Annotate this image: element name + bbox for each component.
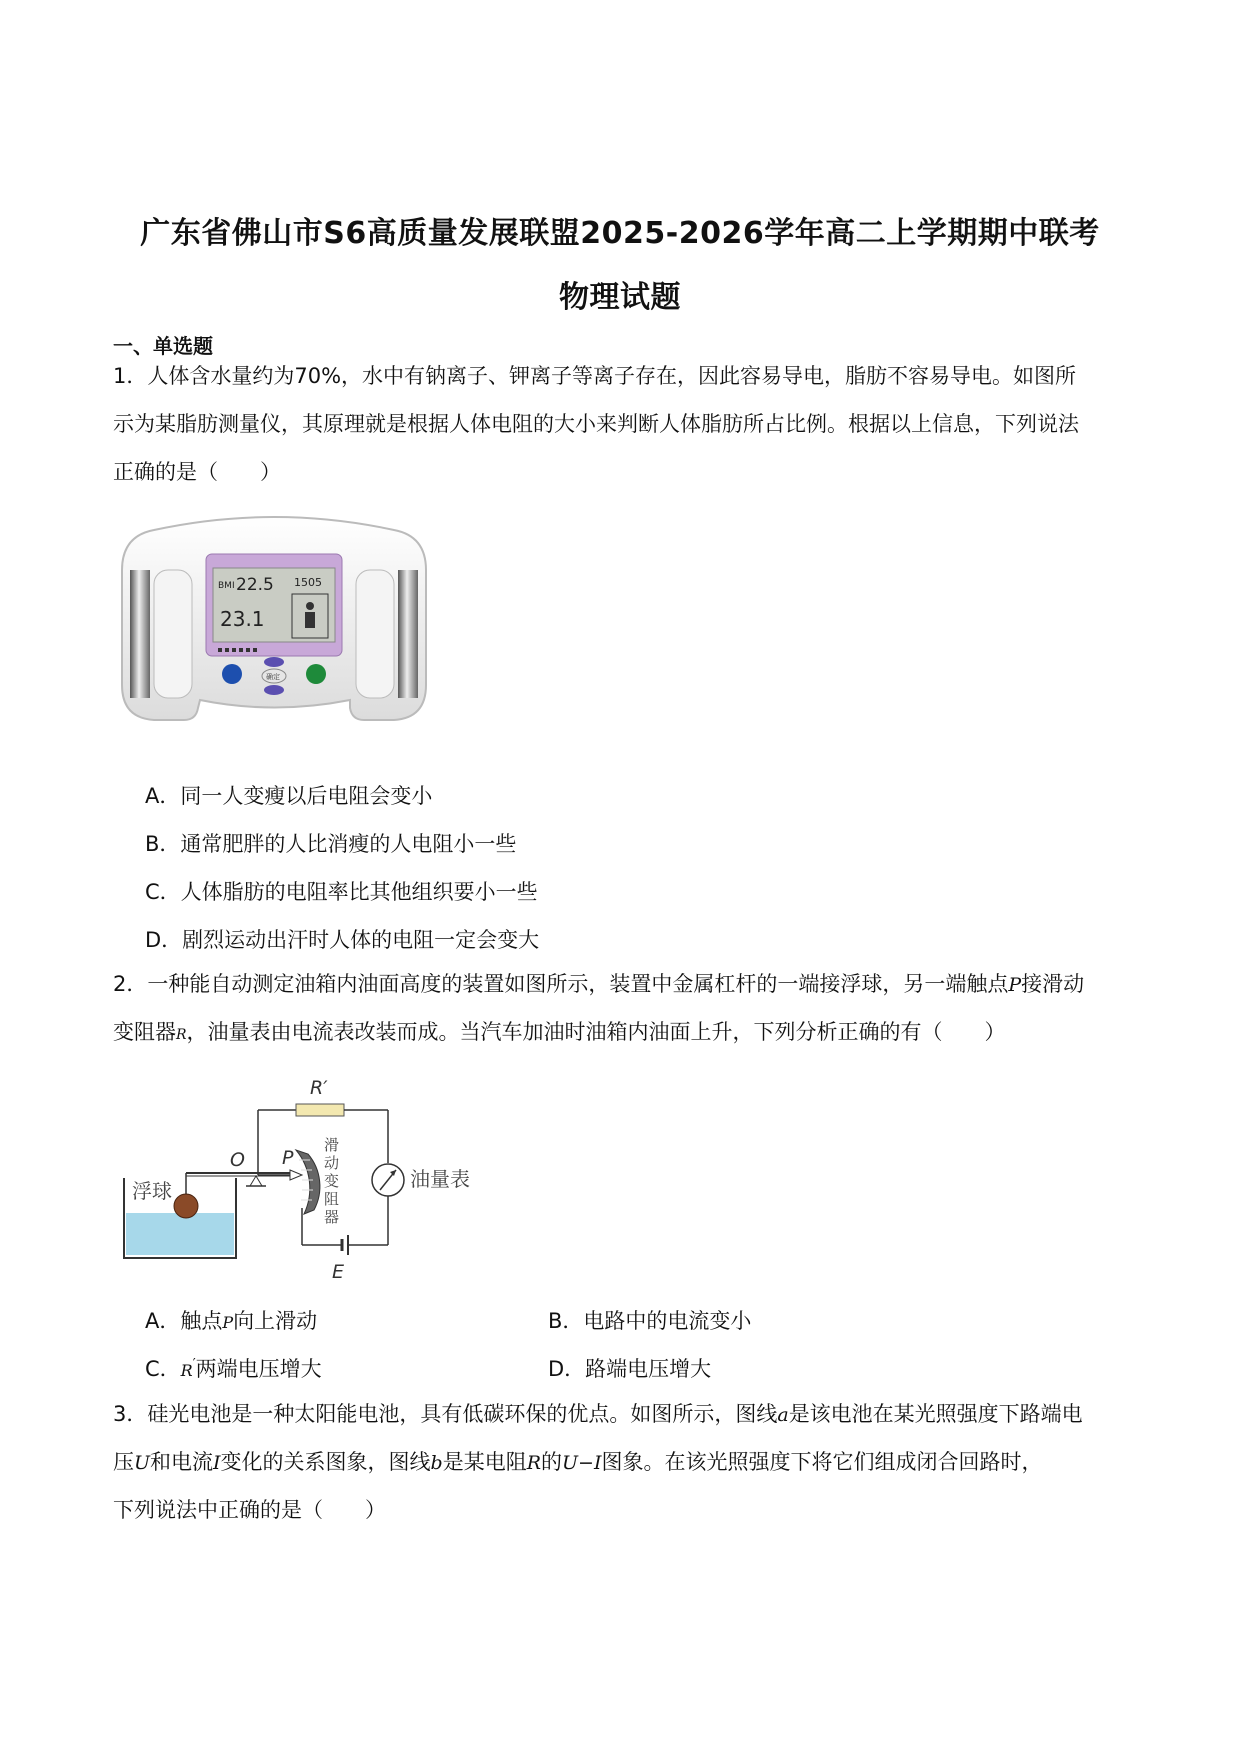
rheostat-char-3: 变	[324, 1172, 340, 1190]
q1-option-d[interactable]: D．剧烈运动出汗时人体的电阻一定会变大	[145, 928, 540, 952]
q2-option-b[interactable]: B．电路中的电流变小	[548, 1309, 752, 1333]
q2-line2: 变阻器R，油量表由电流表改装而成。当汽车加油时油箱内油面上升，下列分析正确的有（ ）	[113, 1020, 1006, 1044]
q2-option-a[interactable]: A．触点P向上滑动	[145, 1309, 318, 1333]
q1-line3: 正确的是（ ）	[113, 460, 281, 484]
bmi-value: 22.5	[236, 575, 274, 595]
rheostat-char-4: 阻	[324, 1190, 340, 1208]
main-value: 23.1	[220, 607, 265, 631]
label-e: E	[332, 1261, 345, 1283]
oil-tank-liquid	[126, 1213, 234, 1255]
label-float: 浮球	[132, 1179, 172, 1203]
left-handle-cutout	[154, 570, 192, 698]
rheostat-char-1: 滑	[324, 1136, 340, 1154]
green-button[interactable]	[306, 664, 326, 684]
label-o: O	[230, 1149, 245, 1171]
question-1-stem	[113, 352, 1133, 496]
down-button[interactable]	[264, 685, 284, 695]
confirm-button-label: 确定	[266, 673, 280, 681]
rheostat-char-2: 动	[324, 1154, 340, 1172]
right-handle-cutout	[356, 570, 394, 698]
doc-title-line2: 物理试题	[559, 280, 681, 315]
question-3-stem	[113, 1390, 1133, 1534]
up-button[interactable]	[264, 657, 284, 667]
blue-button[interactable]	[222, 664, 242, 684]
contact-p	[290, 1170, 302, 1180]
right-electrode	[398, 570, 418, 698]
q1-option-a[interactable]: A．同一人变瘦以后电阻会变小	[145, 784, 433, 808]
question-2-stem	[113, 960, 1133, 1056]
q2-option-d[interactable]: D．路端电压增大	[548, 1357, 712, 1381]
q1-line1: 1．人体含水量约为70%，水中有钠离子、钾离子等离子存在，因此容易导电，脂肪不容易导电。如图所	[113, 364, 1077, 388]
side-value: 1505	[294, 576, 322, 589]
float-ball	[174, 1194, 198, 1218]
q2-line1: 2．一种能自动测定油箱内油面高度的装置如图所示，装置中金属杠杆的一端接浮球，另一端触点P接滑动	[113, 972, 1085, 996]
q1-line2: 示为某脂肪测量仪，其原理就是根据人体电阻的大小来判断人体脂肪所占比例。根据以上信息，下列说法	[113, 412, 1079, 436]
q1-option-b[interactable]: B．通常肥胖的人比消瘦的人电阻小一些	[145, 832, 517, 856]
q3-line1: 3．硅光电池是一种太阳能电池，具有低碳环保的优点。如图所示，图线a是该电池在某光照强度下路端电	[113, 1402, 1083, 1426]
doc-title-line1: 广东省佛山市S6高质量发展联盟2025-2026学年高二上学期期中联考	[140, 216, 1100, 251]
rheostat-char-5: 器	[324, 1208, 340, 1226]
section-heading: 一、单选题	[113, 334, 213, 358]
q2-option-c[interactable]: C．R′两端电压增大	[145, 1357, 322, 1381]
fat-meter-image	[114, 510, 434, 730]
q1-option-c[interactable]: C．人体脂肪的电阻率比其他组织要小一些	[145, 880, 538, 904]
label-oil-meter: 油量表	[410, 1167, 470, 1191]
body-icon	[306, 602, 314, 610]
resistor-r-prime	[296, 1104, 344, 1116]
oil-gauge-diagram	[118, 1070, 498, 1285]
pivot-o	[250, 1176, 262, 1186]
left-electrode	[130, 570, 150, 698]
label-p: P	[282, 1147, 294, 1169]
q3-line2: 压U和电流I变化的关系图象，图线b是某电阻R的U−I图象。在该光照强度下将它们组成闭合回路时，	[113, 1450, 1043, 1474]
label-r-prime: R′	[310, 1077, 328, 1099]
bmi-label: BMI	[218, 581, 235, 591]
q3-line3: 下列说法中正确的是（ ）	[113, 1498, 386, 1522]
